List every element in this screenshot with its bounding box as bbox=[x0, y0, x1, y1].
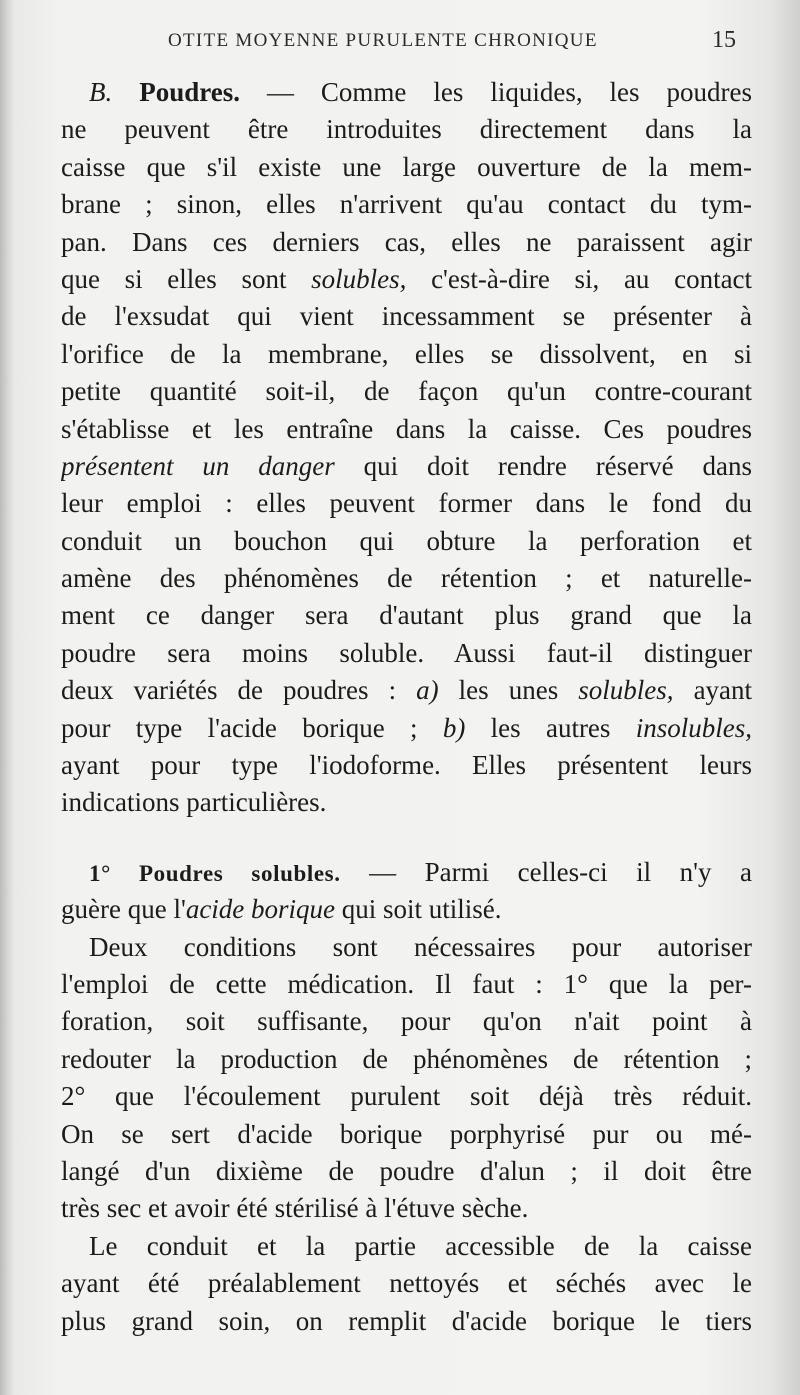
emphasis: présentent un danger bbox=[61, 450, 335, 481]
section-poudres bbox=[61, 74, 752, 822]
text-line: conduit un bouchon qui obture la perforation et bbox=[61, 525, 752, 556]
heading-dash: — bbox=[369, 856, 397, 887]
text-line: ne peuvent être introduites directement dans la bbox=[61, 114, 752, 145]
text-line: guère que l'acide borique qui soit utilisé. bbox=[61, 894, 502, 925]
text-line: deux variétés de poudres : a) les unes solubles, ayant bbox=[61, 675, 752, 706]
text-line: indications particulières. bbox=[61, 787, 327, 818]
running-head: OTITE MOYENNE PURULENTE CHRONIQUE bbox=[168, 30, 598, 51]
emphasis: insolubles, bbox=[635, 712, 752, 743]
heading-dash: — bbox=[266, 77, 294, 107]
enumeration-marker: a) bbox=[416, 675, 439, 706]
text-line: Le conduit et la partie accessible de la caisse bbox=[89, 1230, 752, 1261]
text-line: poudre sera moins soluble. Aussi faut-il distinguer bbox=[61, 637, 752, 668]
text-line: pour type l'acide borique ; b) les autres insolubles, bbox=[61, 712, 752, 743]
text-line: ment ce danger sera d'autant plus grand que la bbox=[61, 600, 752, 631]
text-line: leur emploi : elles peuvent former dans le fond du bbox=[61, 488, 752, 519]
section-heading: 1° Poudres solubles. bbox=[89, 860, 341, 886]
text-line: 2° que l'écoulement purulent soit déjà très réduit. bbox=[61, 1081, 752, 1112]
text-line: 1° Poudres solubles. — Parmi celles-ci il n'y a bbox=[89, 856, 752, 887]
text-line: ayant pour type l'iodoforme. Elles présentent leurs bbox=[61, 750, 752, 781]
text-line: présentent un danger qui doit rendre réservé dans bbox=[61, 450, 752, 481]
emphasis: acide borique bbox=[185, 894, 336, 925]
section-gap bbox=[61, 822, 752, 854]
text-line: l'emploi de cette médication. Il faut : 1° que la per- bbox=[61, 968, 752, 999]
text-line: Deux conditions sont nécessaires pour autoriser bbox=[89, 931, 752, 962]
text-line: de l'exsudat qui vient incessamment se présenter à bbox=[61, 301, 752, 332]
text-line: l'orifice de la membrane, elles se dissolvent, en si bbox=[61, 338, 752, 369]
text-line: brane ; sinon, elles n'arrivent qu'au contact du tym- bbox=[61, 189, 752, 220]
enumeration-marker: b) bbox=[442, 712, 466, 743]
section-poudres-solubles bbox=[61, 854, 752, 1340]
text-line: très sec et avoir été stérilisé à l'étuve sèche. bbox=[61, 1193, 529, 1224]
text-line: que si elles sont solubles, c'est-à-dire si, au contact bbox=[61, 263, 752, 294]
text-line: caisse que s'il existe une large ouverture de la mem- bbox=[61, 151, 752, 182]
text-line: ayant été préalablement nettoyés et séchés avec le bbox=[61, 1268, 752, 1299]
page-body bbox=[61, 74, 752, 1340]
text-line: pan. Dans ces derniers cas, elles ne paraissent agir bbox=[61, 226, 752, 257]
section-marker: B. bbox=[89, 77, 113, 107]
text-line: petite quantité soit-il, de façon qu'un contre-courant bbox=[61, 376, 752, 407]
text-line: redouter la production de phénomènes de rétention ; bbox=[61, 1043, 752, 1074]
text-line: B. Poudres. — Comme les liquides, les poudres bbox=[89, 77, 752, 107]
page-number: 15 bbox=[712, 27, 736, 53]
text-line: foration, soit suffisante, pour qu'on n'ait point à bbox=[61, 1006, 752, 1037]
text-line: langé d'un dixième de poudre d'alun ; il doit être bbox=[61, 1155, 752, 1186]
emphasis: solubles, bbox=[311, 263, 407, 294]
text-line: plus grand soin, on remplit d'acide borique le tiers bbox=[61, 1305, 752, 1336]
section-heading: Poudres. bbox=[139, 77, 240, 107]
text-line: amène des phénomènes de rétention ; et naturelle- bbox=[61, 563, 752, 594]
text-line: s'établisse et les entraîne dans la caisse. Ces poudres bbox=[61, 413, 752, 444]
text-line: On se sert d'acide borique porphyrisé pur ou mé- bbox=[61, 1118, 752, 1149]
emphasis: solubles, bbox=[578, 675, 674, 706]
